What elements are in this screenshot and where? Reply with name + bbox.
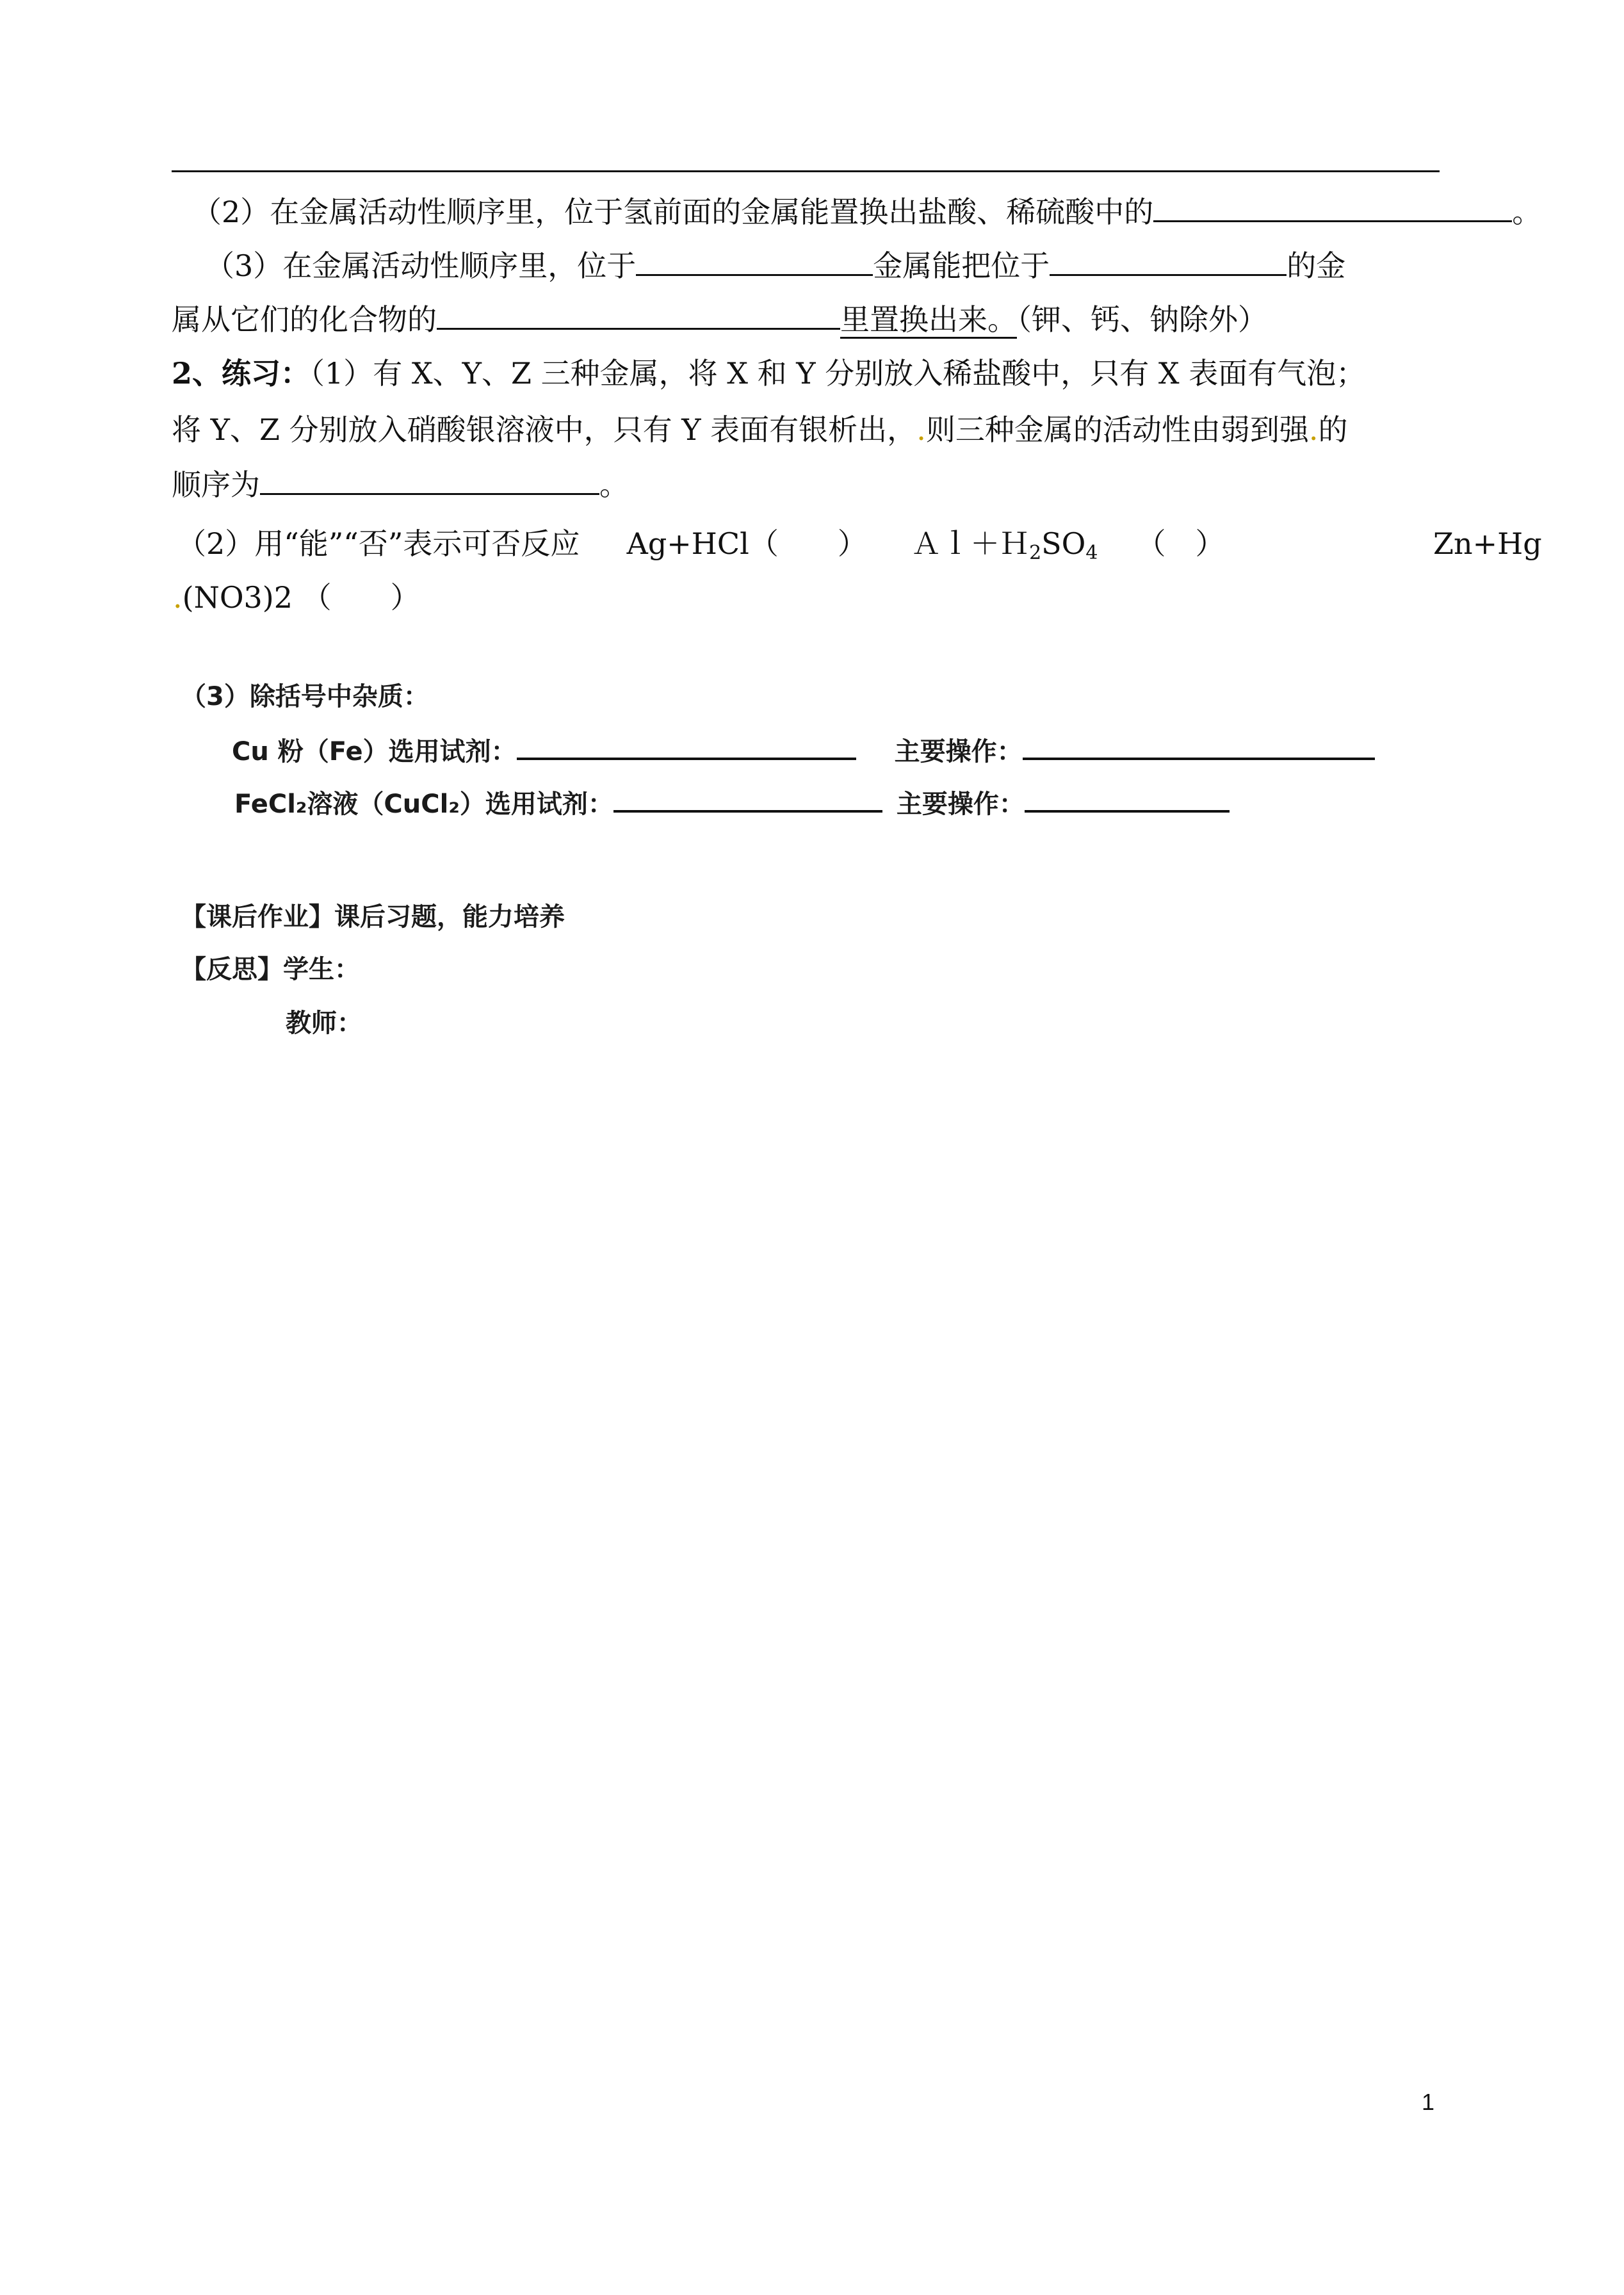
impurity-r2-op-label: 主要操作： [896,790,1025,819]
reaction-zn-hg: Zn+Hg [1433,526,1542,561]
q3-text-f: （钾、钙、钠除外） [1017,302,1267,337]
exercise-p1: （1）有 X、Y、Z 三种金属，将 X 和 Y 分别放入稀盐酸中，只有 X 表面有气泡； [310,356,1366,391]
q2-blank[interactable] [1153,191,1512,222]
exercise-p2c: 的 [1318,412,1348,447]
exercise-line4 [177,524,1225,573]
impurity-row-1 [232,731,1375,768]
impurity-r2-op-blank[interactable] [1025,786,1230,813]
exercise-heading: 2、练习： [172,356,311,391]
impurity-r2-reagent-blank[interactable] [613,786,882,813]
impurity-r1-op-label: 主要操作： [894,737,1023,766]
exercise-line3 [172,464,629,505]
q3-line1 [205,245,1345,286]
reflect-line: 【反思】学生： [181,955,360,984]
q3-text-d: 属从它们的化合物的 [172,302,437,337]
mark-dot: . [173,580,183,615]
exercise-p3a: 顺序为 [172,467,260,502]
q3-text-a: （3）在金属活动性顺序里，位于 [205,248,637,283]
impurity-row-2 [234,784,1230,820]
q2-text: （2）在金属活动性顺序里，位于氢前面的金属能置换出盐酸、稀硫酸中的 [192,195,1154,229]
impurity-heading: （3）除括号中杂质： [181,682,429,711]
mark-dot: . [916,412,926,447]
order-blank[interactable] [260,464,599,495]
impurity-r1-label: Cu 粉（Fe）选用试剂： [232,737,517,766]
header-rule [172,170,1440,172]
impurity-r2-label: FeCl₂溶液（CuCl₂）选用试剂： [234,790,613,819]
exercise-p2b: 则三种金属的活动性由弱到强 [925,412,1309,447]
exercise-p2a: 将 Y、Z 分别放入硝酸银溶液中，只有 Y 表面有银析出， [172,412,917,447]
impurity-r1-op-blank[interactable] [1023,733,1375,760]
exercise-line1 [172,353,1365,393]
q3-line2 [172,298,1267,339]
mark-dot: . [1308,412,1319,447]
homework-line: 【课后作业】课后习题，能力培养 [181,902,565,932]
impurity-r1-reagent-blank[interactable] [517,733,856,760]
q3-text-b: 金属能把位于 [873,248,1050,283]
exercise-p4a: （2）用“能”“否”表示可否反应 [177,526,580,561]
q3-text-e: 里置换出来。 [840,302,1017,339]
q2-line [192,191,1541,232]
q3-blank-1[interactable] [636,245,873,276]
reaction-al-h2so4: $Al+H_2SO_4$ （ ） [911,526,1225,564]
exercise-line5 [173,578,420,617]
q3-text-c: 的金 [1287,248,1346,283]
exercise-p5: (NO3)2 （ ） [182,580,420,615]
q3-blank-3[interactable] [437,298,840,330]
exercise-p3b: 。 [599,467,629,502]
teacher-line: 教师： [286,1009,362,1038]
page-number: 1 [1422,2089,1435,2115]
exercise-line2 [172,410,1347,450]
reaction-ag-hcl: Ag+HCl（ ） [626,526,867,561]
q2-end: 。 [1512,195,1542,229]
q3-blank-2[interactable] [1050,245,1287,276]
